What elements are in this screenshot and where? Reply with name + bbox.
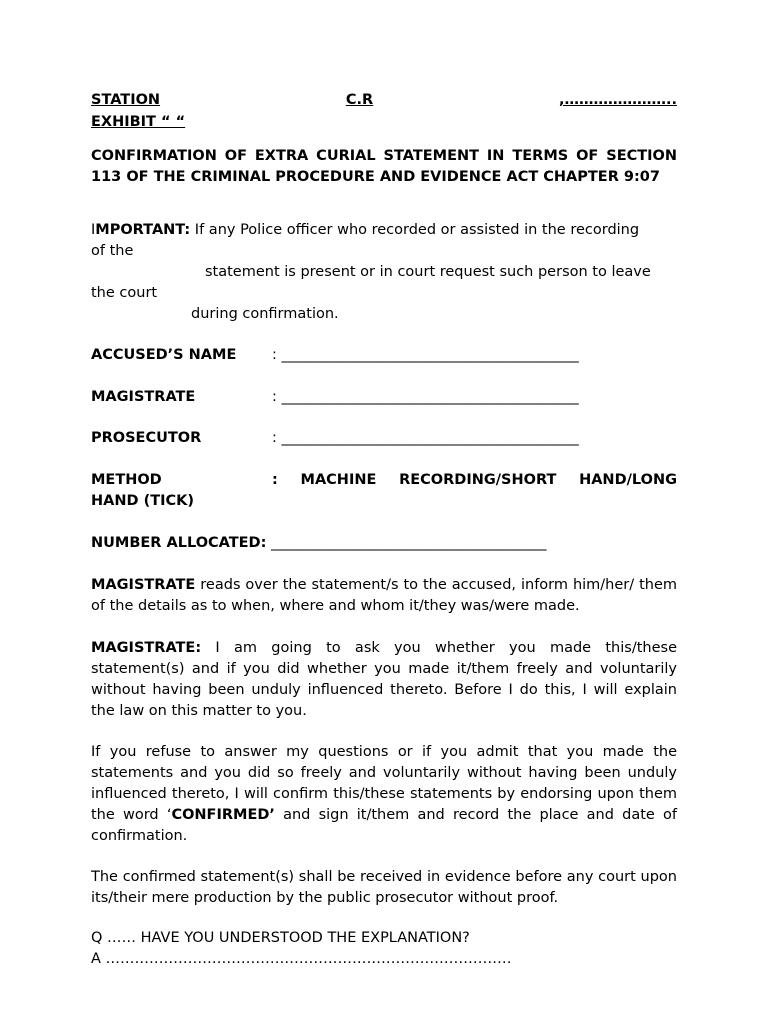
number-allocated-value[interactable]: ______________________________________ [266,535,547,551]
method-opt-recording: RECORDING/SHORT [399,472,557,488]
p1-bold: MAGISTRATE [91,577,196,593]
station-label: STATION [91,92,161,108]
paragraph-magistrate-asks [91,638,677,722]
paragraph-confirmed-evidence: The confirmed statement(s) shall be received in evidence before any court upon its/their mere production by the public prosecutor without proof. [91,869,677,906]
method-opt-hand: HAND/LONG [579,472,677,488]
magistrate-value[interactable]: : _________________________________________ [272,389,579,405]
header-line [91,92,677,108]
p2-text: I am going to ask you whether you made this/these statement(s) and if you did whether you made it/them freely and voluntarily without having been unduly influenced thereto. Before I do this, I will explain the law on this matter to you. [91,640,677,719]
important-line-1 [91,222,677,238]
cr-dots: ,………………….. [558,92,677,108]
prosecutor-value[interactable]: : _________________________________________ [272,430,579,446]
prosecutor-label: PROSECUTOR [91,430,202,446]
accused-name-value[interactable]: : _________________________________________ [272,347,579,363]
important-line-2: of the [91,243,134,259]
method-line-1 [91,472,677,493]
important-line-5: during confirmation. [191,306,339,322]
magistrate-field [91,389,579,405]
p1-text: reads over the statement/s to the accused, inform him/her/ them of the details as to when, where and whom it/they was/were made. [91,577,677,614]
accused-name-field [91,347,579,363]
cr-label: C.R [345,92,374,108]
important-label: MPORTANT: [95,222,191,238]
exhibit-label: EXHIBIT “ “ [91,114,186,130]
answer-line[interactable]: A ………………………………………………………………………… [91,951,512,967]
paragraph-magistrate-reads [91,575,677,617]
number-allocated-label: NUMBER ALLOCATED: [91,535,267,551]
important-line-4: the court [91,285,158,301]
method-options[interactable] [272,472,677,488]
question-line: Q …… HAVE YOU UNDERSTOOD THE EXPLANATION? [91,930,470,946]
paragraph-refuse [91,742,677,847]
important-line-3: statement is present or in court request such person to leave [205,264,651,280]
number-allocated-field [91,535,677,551]
document-title: CONFIRMATION OF EXTRA CURIAL STATEMENT IN TERMS OF SECTION 113 OF THE CRIMINAL PROCEDURE AND EVIDENCE ACT CHAPTER 9:07 [91,148,677,185]
important-prefix: I [91,222,96,238]
magistrate-label: MAGISTRATE [91,389,196,405]
p3-text-b: and sign it/them and record the place and date of confirmation. [91,807,678,844]
p2-bold: MAGISTRATE: [91,640,202,656]
method-colon: : [272,472,278,488]
prosecutor-field [91,430,579,446]
p3-bold: CONFIRMED’ [171,807,275,823]
p3-text-a: If you refuse to answer my questions or if you admit that you made the statements and you did so freely and voluntarily without having been unduly influenced thereto, I will confirm this/these statements by endorsing upon them the word ‘ [91,744,677,823]
important-text-1: If any Police officer who recorded or assisted in the recording [190,222,640,238]
method-line-2: HAND (TICK) [91,493,194,509]
accused-name-label: ACCUSED’S NAME [91,347,237,363]
method-opt-machine: MACHINE [300,472,377,488]
method-label: METHOD [91,472,162,488]
